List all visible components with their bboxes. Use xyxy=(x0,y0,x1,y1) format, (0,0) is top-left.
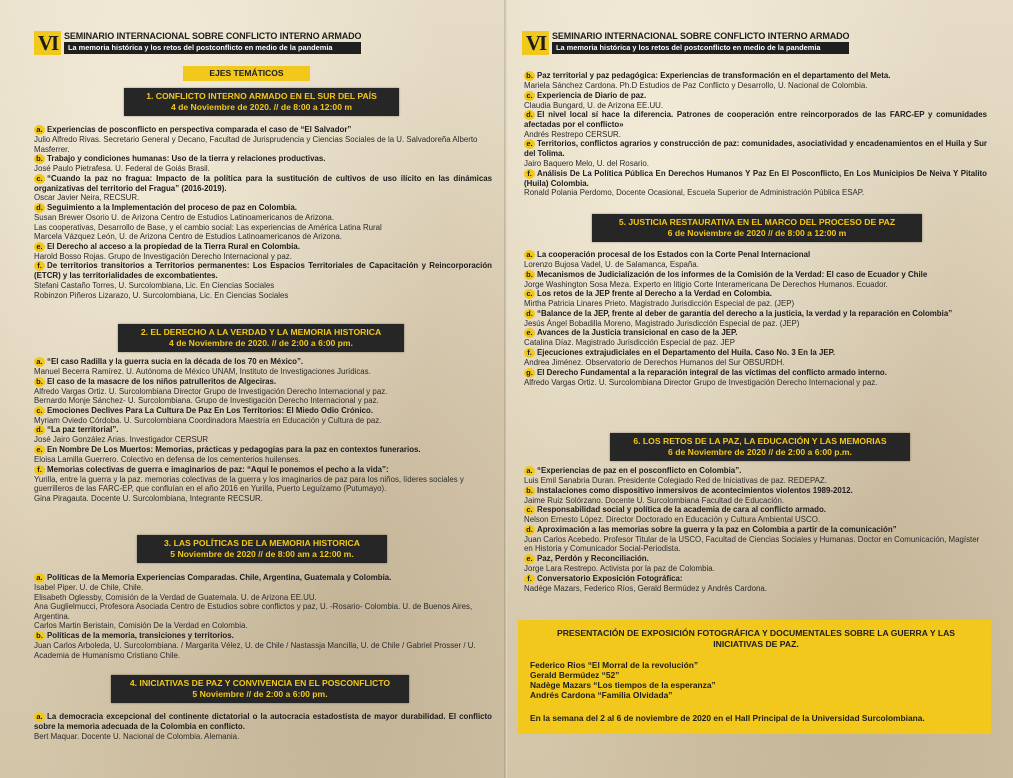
exposicion-box xyxy=(518,620,991,734)
item-speaker: Luis Emil Sanabria Duran. Presidente Colegiado Red de Iniciativas de paz. REDEPAZ. xyxy=(524,476,827,485)
item-speaker: Oscar Javier Neira, RECSUR. xyxy=(34,193,140,203)
section-1-title: 1. CONFLICTO INTERNO ARMADO EN EL SUR DEL PAÍS xyxy=(146,91,377,101)
item-speaker: Jorge Washington Sosa Meza. Experto en litigio Corte Interamericana De Derechos Humanos. Ecuador. xyxy=(524,279,888,289)
section-2-title: 2. EL DERECHO A LA VERDAD Y LA MEMORIA HISTORICA xyxy=(140,327,382,337)
letter-badge: f. xyxy=(524,348,535,358)
section-6-items xyxy=(507,466,1013,593)
section-3-title: 3. LAS POLÍTICAS DE LA MEMORIA HISTORICA xyxy=(164,538,360,548)
item-speaker: Andrea Jiménez. Observatorio de Derechos Humanos del Sur OBSURDH. xyxy=(524,357,785,367)
letter-badge: e. xyxy=(524,139,535,149)
letter-badge: f. xyxy=(524,169,535,179)
letter-badge: d. xyxy=(34,203,45,213)
list-item: e. El Derecho al acceso a la propiedad de la Tierra Rural en Colombia. xyxy=(34,242,492,252)
list-item: a. Políticas de la Memoria Experiencias Comparadas. Chile, Argentina, Guatemala y Colombia. xyxy=(34,573,492,583)
item-speaker: Gina Piragauta. Docente U. Surcolombiana, Integrante RECSUR. xyxy=(34,493,263,503)
letter-badge: d. xyxy=(524,110,535,120)
section-4-title: 4. INICIATIVAS DE PAZ Y CONVIVENCIA EN EL POSCONFLICTO xyxy=(129,678,391,688)
exposicion-line: Andrés Cardona “Familia Olvidada” xyxy=(530,690,673,700)
item-speaker: Andrés Restrepo CERSUR. xyxy=(524,129,621,139)
section-4-date: 5 Noviembre // de 2:00 a 6:00 pm. xyxy=(192,689,328,699)
letter-badge: f. xyxy=(524,574,535,584)
letter-badge: b. xyxy=(34,377,45,387)
exposicion-line: Nadège Mazars “Los tiempos de la esperanza” xyxy=(530,680,716,690)
letter-badge: f. xyxy=(34,465,45,475)
letter-badge: b. xyxy=(34,154,45,164)
section-1-date: 4 de Noviembre de 2020. // de 8:00 a 12:00 m xyxy=(170,102,353,112)
list-item: f. Ejecuciones extrajudiciales en el Departamento del Huila. Caso No. 3 En la JEP. xyxy=(524,348,987,358)
list-item: c. Experiencia de Diario de paz. xyxy=(524,91,987,101)
list-item: c. Los retos de la JEP frente al Derecho a la Verdad en Colombia. xyxy=(524,289,987,299)
item-speaker: Julio Alfredo Rivas. Secretario General y Decano, Facultad de Jurisprudencia y Ciencias Sociales de la U. Salvadoreña Alberto Masferrer. xyxy=(34,135,478,154)
item-speaker: Lorenzo Bujosa Vadel, U. de Salamanca, España. xyxy=(524,260,699,269)
letter-badge: g. xyxy=(524,368,535,378)
letter-badge: b. xyxy=(524,270,535,280)
item-speaker: Claudia Bungard, U. de Arizona EE.UU. xyxy=(524,100,664,110)
letter-badge: c. xyxy=(34,174,45,184)
list-item: f. Conversatorio Exposición Fotográfica: xyxy=(524,574,987,584)
section-4-header xyxy=(111,675,409,703)
item-speaker: Manuel Becerra Ramírez. U. Autónoma de México UNAM, Instituto de Investigaciones Jurídicas. xyxy=(34,367,371,376)
item-speaker: Alfredo Vargas Ortiz. U. Surcolombiana Director Grupo de Investigación Derecho Internacional y paz. xyxy=(524,377,878,387)
exposicion-title: PRESENTACIÓN DE EXPOSICIÓN FOTOGRÁFICA Y DOCUMENTALES SOBRE LA GUERRA Y LAS INICIATIVAS DE PAZ. xyxy=(556,628,956,649)
letter-badge: a. xyxy=(524,250,535,260)
letter-badge: e. xyxy=(34,242,45,252)
letter-badge: f. xyxy=(34,261,45,271)
list-item: g. El Derecho Fundamental a la reparación integral de las víctimas del conflicto armado interno. xyxy=(524,368,987,378)
list-item: f. Memorias colectivas de guerra e imaginarios de paz: “Aquí le ponemos el pecho a la vida”: xyxy=(34,465,492,475)
list-item: e. Territorios, conflictos agrarios y construcción de paz: comunidades, asociatividad y encadenamientos en el Huila y Sur del Tolima. xyxy=(524,139,987,159)
ejes-tematicos-label: EJES TEMÁTICOS xyxy=(183,66,310,81)
letter-badge: a. xyxy=(34,712,45,722)
list-item: d. Aproximación a las memorias sobre la guerra y la paz en Colombia a partir de la comunicación” xyxy=(524,525,987,535)
section-5-items xyxy=(507,250,1013,387)
letter-badge: e. xyxy=(524,554,535,564)
letter-badge: d. xyxy=(34,425,45,435)
item-speaker: Mariela Sánchez Cardona. Ph.D Estudios de Paz Conflicto y Desarrollo, U. Nacional de Colombia. xyxy=(524,81,868,90)
letter-badge: c. xyxy=(524,289,535,299)
section-5-title: 5. JUSTICIA RESTAURATIVA EN EL MARCO DEL PROCESO DE PAZ xyxy=(618,217,896,227)
seminar-header xyxy=(522,31,849,55)
section-1-items xyxy=(0,125,506,300)
item-speaker: Marcela Vázquez León, U. de Arizona Centro de Estudios Latinoamericanos de Arizona. xyxy=(34,232,342,242)
item-speaker: Bernardo Monje Sánchez- U. Surcolombiana. Grupo de Investigación Derecho Internacional y paz. xyxy=(34,396,379,406)
list-item: c. “Cuando la paz no fragua: Impacto de la política para la sustitución de cultivos de uso ilícito en las dinámicas organizativas del territorio del Fragua” (2016-2019). xyxy=(34,173,492,193)
section-3-items xyxy=(0,573,506,660)
letter-badge: a. xyxy=(34,357,45,367)
section-2-items xyxy=(0,357,506,503)
seminar-subtitle: La memoria histórica y los retos del postconflicto en medio de la pandemia xyxy=(64,42,361,54)
seminar-subtitle: La memoria histórica y los retos del postconflicto en medio de la pandemia xyxy=(552,42,849,54)
item-speaker: Elisabeth Oglessby, Comisión de la Verdad de Guatemala. U. de Arizona EE.UU. xyxy=(34,592,317,602)
list-item: e. En Nombre De Los Muertos: Memorias, prácticas y pedagogías para la paz en contextos funerarios. xyxy=(34,445,492,455)
item-speaker: Bert Maquar. Docente U. Nacional de Colombia. Alemania. xyxy=(34,731,240,741)
list-item: d. Seguimiento a la Implementación del proceso de paz en Colombia. xyxy=(34,203,492,213)
section-5-header xyxy=(592,214,922,242)
item-speaker: José Jairo González Arias. Investigador CERSUR xyxy=(34,435,209,445)
seminar-title: SEMINARIO INTERNACIONAL SOBRE CONFLICTO INTERNO ARMADO xyxy=(552,31,850,41)
list-item: a. “Experiencias de paz en el posconflicto en Colombia”. xyxy=(524,466,987,476)
list-item: b. Paz territorial y paz pedagógica: Experiencias de transformación en el departamento del Meta. xyxy=(524,71,987,81)
item-speaker: Harold Bosso Rojas. Grupo de Investigación Derecho Internacional y paz. xyxy=(34,251,292,261)
letter-badge: d. xyxy=(524,525,535,535)
list-item: a. Experiencias de posconflicto en perspectiva comparada el caso de “El Salvador” xyxy=(34,125,492,135)
item-speaker: Susan Brewer Osorio U. de Arizona Centro de Estudios Latinoamericanos de Arizona. xyxy=(34,212,335,222)
section-4-items xyxy=(0,712,506,741)
section-3-header xyxy=(137,535,387,563)
list-item: b. Instalaciones como dispositivo inmersivos de acontecimientos violentos 1989-2012. xyxy=(524,486,987,496)
item-speaker: Catalina Díaz. Magistrado Jurisdicción Especial de paz. JEP xyxy=(524,338,735,348)
exposicion-line: Federico Rios “El Morral de la revolución” xyxy=(530,660,699,670)
letter-badge: c. xyxy=(34,406,45,416)
list-item: f. Análisis De La Política Pública En Derechos Humanos Y Paz En El Posconflicto, En Los Municipios De Neiva Y Pitalito (Huila) Colombia. xyxy=(524,168,987,188)
item-speaker: Las cooperativas, Desarrollo de Base, y el cambio social: Las experiencias de América Latina Rural xyxy=(34,222,382,232)
letter-badge: b. xyxy=(524,71,535,81)
letter-badge: a. xyxy=(524,466,535,476)
item-speaker: Nadège Mazars, Federico Ríos, Gerald Bermúdez y Andrés Cardona. xyxy=(524,583,767,593)
right-page xyxy=(507,0,1013,778)
section-6-date: 6 de Noviembre de 2020 // de 2:00 a 6:00 p.m. xyxy=(668,447,852,457)
section-6-header xyxy=(610,433,910,461)
letter-badge: e. xyxy=(34,445,45,455)
exposicion-dates: En la semana del 2 al 6 de noviembre de 2020 en el Hall Principal de la Universidad Surcolombiana. xyxy=(530,713,925,723)
letter-badge: a. xyxy=(34,573,45,583)
seminar-title: SEMINARIO INTERNACIONAL SOBRE CONFLICTO INTERNO ARMADO xyxy=(64,31,362,41)
item-speaker: Juan Carlos Arboleda, U. Surcolombiana. / Margarita Vélez, U. de Chile / Nastassja Mancilla, U. de Chile / Gabriel Prosser / U. Academia de Humanismo Cristiano Chile. xyxy=(34,640,476,660)
letter-badge: b. xyxy=(524,486,535,496)
list-item: a. “El caso Radilla y la guerra sucia en la década de los 70 en México”. xyxy=(34,357,492,367)
item-speaker: Jesús Ángel Bobadilla Moreno, Magistrado Jurisdicción Especial de paz. (JEP) xyxy=(524,318,800,328)
item-speaker: Jorge Lara Restrepo. Activista por la paz de Colombia. xyxy=(524,563,715,573)
item-speaker: Mirtha Patricia Linares Prieto. Magistrado Jurisdicción Especial de paz. (JEP) xyxy=(524,299,795,309)
item-speaker: Stefani Castaño Torres, U. Surcolombiana, Lic. En Ciencias Sociales xyxy=(34,280,275,290)
list-item: a. La cooperación procesal de los Estados con la Corte Penal Internacional xyxy=(524,250,987,260)
item-speaker: Nelson Ernesto López. Director Doctorado en Educación y Cultura Ambiental USCO. xyxy=(524,515,821,525)
list-item: d. “Balance de la JEP, frente al deber de garantía del derecho a la justicia, la verdad y la reparación en Colombia” xyxy=(524,309,987,319)
list-item: f. De territorios transitorios a Territorios permanentes: Los Espacios Territoriales de Capacitación y Reincorporación (ETCR) y las territorialidades de excombatientes. xyxy=(34,261,492,281)
letter-badge: a. xyxy=(34,125,45,135)
item-speaker: Carlos Martin Beristain, Comisión De la Verdad en Colombia. xyxy=(34,621,248,631)
exposicion-line: Gerald Bermúdez “52” xyxy=(530,670,620,680)
list-item: c. Emociones Declives Para La Cultura De Paz En Los Territorios: El Miedo Odio Crónico. xyxy=(34,406,492,416)
letter-badge: b. xyxy=(34,631,45,641)
list-item: e. Paz, Perdón y Reconciliación. xyxy=(524,554,987,564)
item-speaker: Alfredo Vargas Ortiz. U. Surcolombiana Director Grupo de Investigación Derecho Internacional y paz. xyxy=(34,386,388,396)
section-4-items-continued xyxy=(507,71,1013,198)
list-item: a. La democracia excepcional del continente dictatorial o la autocracia estadostista de mayor durabilidad. El conflicto sobre la memoria adecuada de la Colombia en conflicto. xyxy=(34,712,492,731)
list-item: c. Responsabilidad social y política de la academia de cara al conflicto armado. xyxy=(524,505,987,515)
seminar-header xyxy=(34,31,361,55)
section-2-header xyxy=(118,324,404,352)
list-item: d. El nivel local sí hace la diferencia. Patrones de cooperación entre reincorporados de las FARC-EP y comunidades afectadas por el conflicto» xyxy=(524,110,987,130)
list-item: b. Trabajo y condiciones humanas: Uso de la tierra y relaciones productivas. xyxy=(34,154,492,164)
list-item: d. “La paz territorial”. xyxy=(34,425,492,435)
item-speaker: José Paulo Pietrafesa. U. Federal de Goiás Brasil. xyxy=(34,164,210,174)
section-1-header xyxy=(124,88,399,116)
seminar-logo: VI xyxy=(34,31,61,55)
item-speaker: Robinzon Piñeros Lizarazo, U. Surcolombiana, Lic. En Ciencias Sociales xyxy=(34,290,289,300)
section-3-date: 5 Noviembre de 2020 // de 8:00 am a 12:00 m. xyxy=(170,549,354,559)
list-item: b. Políticas de la memoria, transiciones y territorios. xyxy=(34,631,492,641)
letter-badge: c. xyxy=(524,91,535,101)
item-speaker: Isabel Piper. U. de Chile, Chile. xyxy=(34,583,144,592)
letter-badge: d. xyxy=(524,309,535,319)
item-speaker: Eloisa Lamilla Guerrero. Colectivo en defensa de los cementerios huilenses. xyxy=(34,454,301,464)
letter-badge: c. xyxy=(524,505,535,515)
item-speaker: Juan Carlos Acebedo. Profesor Titular de la USCO, Facultad de Ciencias Sociales y Humanas. Doctor en Comunicación, Magíster en Historia y Comunicador Social-Periodista. xyxy=(524,534,980,554)
item-speaker: Jairo Baquero Melo, U. del Rosario. xyxy=(524,158,649,168)
item-speaker: Yurilla, entre la guerra y la paz. memorias colectivas de la guerra y los imaginarios de paz para los niños, líderes sociales y guerrilleros de las FARC-EP, que confluían en el año 2016 en Yurilla, Puerto Leguízamo (Putumayo). xyxy=(34,474,464,494)
letter-badge: e. xyxy=(524,328,535,338)
section-6-title: 6. LOS RETOS DE LA PAZ, LA EDUCACIÓN Y LAS MEMORIAS xyxy=(633,436,887,446)
item-speaker: Ronald Polania Perdomo, Docente Ocasional, Escuela Superior de Administración Pública ESAP. xyxy=(524,188,865,198)
list-item: e. Avances de la Justicia transicional en caso de la JEP. xyxy=(524,328,987,338)
left-page xyxy=(0,0,506,778)
item-speaker: Myriam Oviedo Córdoba. U. Surcolombiana Coordinadora Maestría en Educación y Cultura de paz. xyxy=(34,415,382,425)
item-speaker: Jaime Ruiz Solórzano. Docente U. Surcolombiana Facultad de Educación. xyxy=(524,495,785,505)
seminar-logo: VI xyxy=(522,31,549,55)
list-item: b. Mecanismos de Judicialización de los informes de la Comisión de la Verdad: El caso de Ecuador y Chile xyxy=(524,270,987,280)
list-item: b. El caso de la masacre de los niños patrulleritos de Algeciras. xyxy=(34,377,492,387)
section-2-date: 4 de Noviembre de 2020. // de 2:00 a 6:00 pm. xyxy=(169,338,353,348)
section-5-date: 6 de Noviembre de 2020 // de 8:00 a 12:00 m xyxy=(667,228,847,238)
item-speaker: Ana Guglielmucci, Profesora Asociada Centro de Estudios sobre conflictos y paz, U. -Rosario- Colombia. U. de Buenos Aires, Argentina. xyxy=(34,602,473,621)
